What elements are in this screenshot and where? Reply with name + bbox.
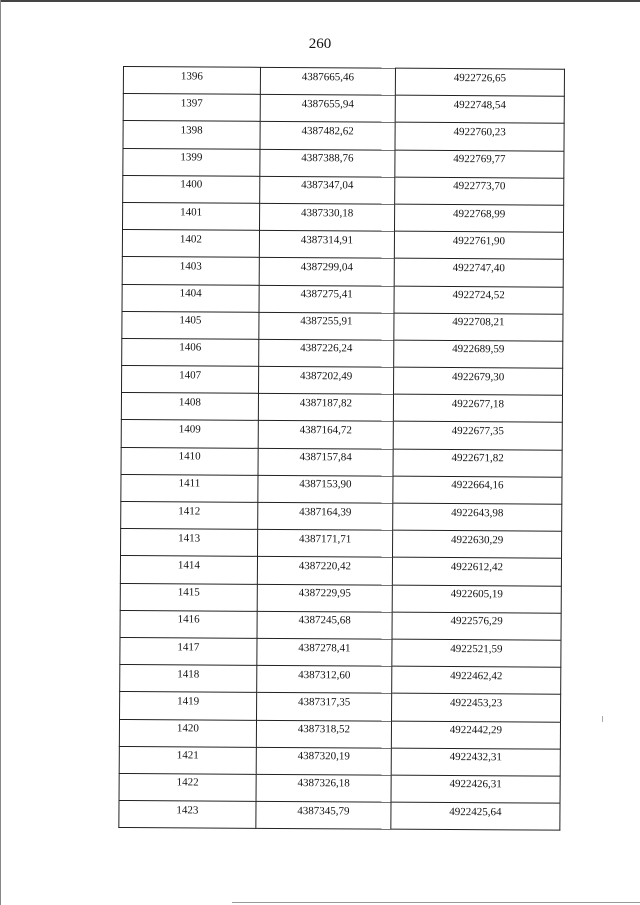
point-number-cell <box>119 746 256 774</box>
point-number-cell <box>123 175 260 203</box>
y-coordinate-cell-text: 4922689,59 <box>452 343 505 356</box>
point-number-cell-text: 1398 <box>180 124 203 137</box>
table-row <box>122 284 563 314</box>
y-coordinate-cell-text: 4922453,23 <box>449 696 503 710</box>
table-row <box>122 230 563 260</box>
y-coordinate-cell-text: 4922432,31 <box>449 751 502 764</box>
x-coordinate-cell-text: 4387318,52 <box>297 723 351 736</box>
x-coordinate-cell <box>258 448 393 476</box>
y-coordinate-cell-text: 4922748,54 <box>453 98 506 112</box>
y-coordinate-cell <box>392 585 561 613</box>
point-number-cell <box>120 583 257 611</box>
y-coordinate-cell-text: 4922724,52 <box>452 289 505 302</box>
y-coordinate-cell <box>393 503 562 531</box>
x-coordinate-cell <box>258 475 393 503</box>
x-coordinate-cell-text: 4387326,18 <box>297 777 350 790</box>
point-number-cell <box>120 692 257 720</box>
point-number-cell <box>121 420 258 448</box>
point-number-cell <box>121 393 258 421</box>
point-number-cell-text: 1423 <box>176 803 199 817</box>
x-coordinate-cell-text: 4387202,49 <box>299 369 353 383</box>
table-row <box>123 121 564 151</box>
table-row <box>121 393 562 423</box>
point-number-cell-text: 1407 <box>179 369 202 382</box>
point-number-cell <box>122 257 259 285</box>
point-number-cell <box>121 529 258 557</box>
point-number-cell <box>122 230 259 258</box>
y-coordinate-cell <box>392 558 561 586</box>
point-number-cell <box>120 610 257 638</box>
y-coordinate-cell-text: 4922773,70 <box>453 180 506 193</box>
x-coordinate-cell-text: 4387665,46 <box>301 70 355 84</box>
x-coordinate-cell-text: 4387164,72 <box>299 424 352 437</box>
x-coordinate-cell-text: 4387171,71 <box>298 532 352 546</box>
point-number-cell <box>123 202 260 230</box>
point-number-cell <box>121 447 258 475</box>
scan-artifact-dot <box>602 716 603 722</box>
y-coordinate-cell <box>393 530 562 558</box>
y-coordinate-cell <box>393 422 562 450</box>
point-number-cell <box>123 94 260 122</box>
y-coordinate-cell-text: 4922426,31 <box>449 778 502 791</box>
table-row <box>122 311 563 341</box>
x-coordinate-cell <box>259 203 394 231</box>
x-coordinate-cell-text: 4387388,76 <box>301 152 354 165</box>
y-coordinate-cell-text: 4922630,29 <box>450 533 504 547</box>
scan-artifact-line <box>232 902 640 903</box>
point-number-cell-text: 1404 <box>179 287 202 300</box>
x-coordinate-cell-text: 4387299,04 <box>300 260 353 274</box>
x-coordinate-cell <box>259 339 394 367</box>
y-coordinate-cell <box>393 394 562 422</box>
y-coordinate-cell <box>391 721 560 749</box>
y-coordinate-cell <box>395 150 564 178</box>
point-number-cell-text: 1414 <box>177 559 200 572</box>
y-coordinate-cell <box>395 68 564 96</box>
x-coordinate-cell <box>260 67 395 95</box>
y-coordinate-cell-text: 4922677,18 <box>451 397 505 411</box>
table-row <box>119 773 560 803</box>
y-coordinate-cell-text: 4922708,21 <box>452 316 505 329</box>
y-coordinate-cell-text: 4922462,42 <box>450 669 503 683</box>
x-coordinate-cell-text: 4387330,18 <box>300 206 354 219</box>
point-number-cell-text: 1402 <box>179 233 202 246</box>
y-coordinate-cell-text: 4922747,40 <box>452 261 505 275</box>
y-coordinate-cell <box>394 313 563 341</box>
point-number-cell <box>119 801 256 829</box>
y-coordinate-cell <box>393 367 562 395</box>
point-number-cell <box>120 665 257 693</box>
table-row <box>120 692 561 722</box>
x-coordinate-cell-text: 4387164,39 <box>299 505 352 518</box>
x-coordinate-cell <box>259 312 394 340</box>
y-coordinate-cell-text: 4922442,29 <box>449 724 503 737</box>
point-number-cell-text: 1401 <box>180 205 203 219</box>
y-coordinate-cell-text: 4922664,16 <box>451 479 504 492</box>
x-coordinate-cell <box>258 502 393 530</box>
y-coordinate-cell <box>394 340 563 368</box>
point-number-cell-text: 1399 <box>180 151 203 164</box>
x-coordinate-cell-text: 4387245,68 <box>298 614 351 627</box>
y-coordinate-cell <box>392 612 561 640</box>
y-coordinate-cell-text: 4922761,90 <box>452 234 506 248</box>
table-row <box>119 719 560 749</box>
table-row <box>123 94 564 124</box>
y-coordinate-cell-text: 4922769,77 <box>453 153 506 166</box>
point-number-cell-text: 1417 <box>177 640 200 654</box>
x-coordinate-cell-text: 4387255,91 <box>300 315 353 328</box>
table-row <box>120 637 561 667</box>
x-coordinate-cell-text: 4387314,91 <box>300 233 354 247</box>
y-coordinate-cell-text: 4922425,64 <box>449 805 502 818</box>
page-number: 260 <box>308 36 332 52</box>
table-row <box>123 148 564 178</box>
table-row <box>119 801 560 831</box>
y-coordinate-cell <box>394 204 563 232</box>
y-coordinate-cell-text: 4922671,82 <box>451 452 504 465</box>
point-number-cell <box>120 637 257 665</box>
point-number-cell-text: 1396 <box>180 69 203 83</box>
y-coordinate-cell <box>392 666 561 694</box>
table-row <box>122 257 563 287</box>
point-number-cell <box>121 501 258 529</box>
page-edge-top <box>0 0 640 2</box>
y-coordinate-cell <box>395 95 564 123</box>
x-coordinate-cell <box>258 421 393 449</box>
y-coordinate-cell-text: 4922643,98 <box>451 506 504 519</box>
x-coordinate-cell <box>260 176 395 204</box>
y-coordinate-cell-text: 4922576,29 <box>450 615 503 628</box>
y-coordinate-cell <box>394 231 563 259</box>
coordinates-table-body <box>119 67 565 831</box>
x-coordinate-cell <box>256 774 391 802</box>
point-number-cell <box>119 719 256 747</box>
y-coordinate-cell-text: 4922605,19 <box>450 588 503 601</box>
y-coordinate-cell-text: 4922760,23 <box>453 125 506 139</box>
point-number-cell-text: 1415 <box>177 586 200 599</box>
x-coordinate-cell <box>257 638 392 666</box>
y-coordinate-cell-text: 4922521,59 <box>450 642 503 655</box>
y-coordinate-cell <box>395 177 564 205</box>
point-number-cell-text: 1422 <box>176 776 199 789</box>
table-row <box>120 556 561 586</box>
x-coordinate-cell <box>260 122 395 150</box>
table-row <box>122 366 563 396</box>
point-number-cell-text: 1406 <box>179 341 202 354</box>
point-number-cell-text: 1411 <box>178 477 201 490</box>
table-row <box>121 474 562 504</box>
table-row <box>121 529 562 559</box>
x-coordinate-cell <box>258 394 393 422</box>
y-coordinate-cell-text: 4922726,65 <box>453 71 507 84</box>
x-coordinate-cell <box>258 530 393 558</box>
point-number-cell-text: 1413 <box>178 532 201 545</box>
table-row <box>121 420 562 450</box>
x-coordinate-cell-text: 4387187,82 <box>299 396 353 410</box>
y-coordinate-cell-text: 4922612,42 <box>450 560 504 574</box>
y-coordinate-cell <box>395 123 564 151</box>
x-coordinate-cell <box>259 230 394 258</box>
x-coordinate-cell-text: 4387320,19 <box>297 750 350 763</box>
x-coordinate-cell <box>257 611 392 639</box>
y-coordinate-cell-text: 4922679,30 <box>451 370 505 383</box>
x-coordinate-cell <box>257 557 392 585</box>
x-coordinate-cell <box>256 720 391 748</box>
table-row <box>121 501 562 531</box>
table-row <box>120 665 561 695</box>
point-number-cell <box>122 284 259 312</box>
point-number-cell <box>122 338 259 366</box>
x-coordinate-cell <box>259 366 394 394</box>
point-number-cell-text: 1421 <box>176 749 199 762</box>
x-coordinate-cell-text: 4387655,94 <box>301 97 354 111</box>
x-coordinate-cell <box>256 747 391 775</box>
y-coordinate-cell-text: 4922677,35 <box>451 425 504 438</box>
point-number-cell-text: 1420 <box>176 722 199 735</box>
x-coordinate-cell-text: 4387229,95 <box>298 587 351 600</box>
y-coordinate-cell-text: 4922768,99 <box>452 207 506 220</box>
x-coordinate-cell-text: 4387347,04 <box>301 179 354 192</box>
x-coordinate-cell <box>256 801 391 829</box>
point-number-cell-text: 1419 <box>177 695 200 708</box>
point-number-cell <box>122 366 259 394</box>
point-number-cell-text: 1418 <box>177 668 200 681</box>
point-number-cell-text: 1409 <box>178 423 201 436</box>
x-coordinate-cell <box>259 285 394 313</box>
x-coordinate-cell-text: 4387317,35 <box>297 695 351 709</box>
point-number-cell <box>119 773 256 801</box>
point-number-cell <box>123 67 260 95</box>
y-coordinate-cell <box>393 449 562 477</box>
table-row <box>121 447 562 477</box>
table-row <box>119 746 560 776</box>
x-coordinate-cell-text: 4387275,41 <box>300 288 353 301</box>
table-row <box>123 202 564 232</box>
x-coordinate-cell-text: 4387226,24 <box>300 342 353 355</box>
y-coordinate-cell <box>394 258 563 286</box>
point-number-cell <box>123 121 260 149</box>
coordinates-table <box>118 66 565 831</box>
table-row <box>122 338 563 368</box>
point-number-cell-text: 1416 <box>177 613 200 626</box>
point-number-cell-text: 1408 <box>178 396 201 409</box>
x-coordinate-cell <box>259 258 394 286</box>
y-coordinate-cell <box>391 802 560 830</box>
page-edge-left <box>0 0 1 905</box>
y-coordinate-cell <box>392 693 561 721</box>
x-coordinate-cell-text: 4387220,42 <box>298 560 352 573</box>
x-coordinate-cell <box>257 584 392 612</box>
x-coordinate-cell <box>257 665 392 693</box>
x-coordinate-cell <box>257 693 392 721</box>
x-coordinate-cell-text: 4387157,84 <box>299 451 352 464</box>
x-coordinate-cell <box>260 149 395 177</box>
table-row <box>123 175 564 205</box>
x-coordinate-cell-text: 4387153,90 <box>299 478 352 491</box>
y-coordinate-cell <box>393 476 562 504</box>
x-coordinate-cell <box>260 95 395 123</box>
point-number-cell-text: 1397 <box>180 97 203 110</box>
point-number-cell <box>122 311 259 339</box>
y-coordinate-cell <box>392 639 561 667</box>
point-number-cell <box>121 474 258 502</box>
point-number-cell-text: 1405 <box>179 314 202 327</box>
table-row <box>120 610 561 640</box>
point-number-cell <box>120 556 257 584</box>
x-coordinate-cell-text: 4387278,41 <box>298 641 351 654</box>
point-number-cell <box>123 148 260 176</box>
y-coordinate-cell <box>391 748 560 776</box>
point-number-cell-text: 1403 <box>179 260 202 273</box>
x-coordinate-cell-text: 4387345,79 <box>297 804 350 818</box>
table-row <box>120 583 561 613</box>
x-coordinate-cell-text: 4387312,60 <box>298 668 351 682</box>
y-coordinate-cell <box>394 286 563 314</box>
x-coordinate-cell-text: 4387482,62 <box>301 125 354 138</box>
y-coordinate-cell <box>391 775 560 803</box>
table-row <box>123 67 564 97</box>
point-number-cell-text: 1400 <box>180 178 203 191</box>
point-number-cell-text: 1410 <box>178 450 201 463</box>
point-number-cell-text: 1412 <box>178 504 201 518</box>
